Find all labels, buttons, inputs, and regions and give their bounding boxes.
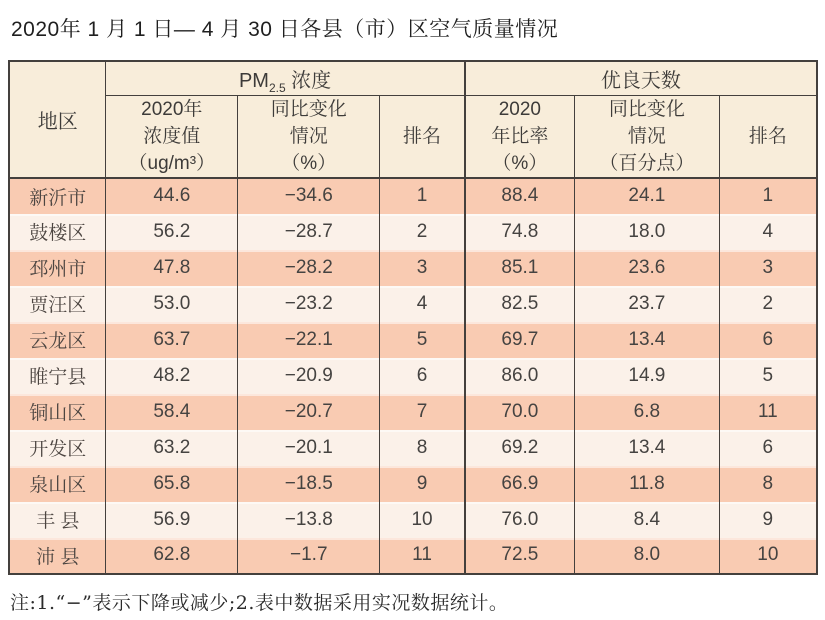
region-cell: 贾汪区: [9, 286, 106, 322]
pm-value-cell: 44.6: [106, 178, 238, 214]
good-ratio-cell: 70.0: [465, 394, 575, 430]
good-change-cell: 8.0: [575, 538, 720, 574]
good-change-cell: 8.4: [575, 502, 720, 538]
pm-change-cell: −34.6: [238, 178, 380, 214]
pm-rank-cell: 11: [380, 538, 465, 574]
pm-change-cell: −13.8: [238, 502, 380, 538]
region-column-header: 地区: [9, 61, 106, 178]
pm-rank-cell: 8: [380, 430, 465, 466]
good-ratio-cell: 69.7: [465, 322, 575, 358]
pm-change-cell: −22.1: [238, 322, 380, 358]
good-change-cell: 14.9: [575, 358, 720, 394]
good-change-cell: 23.7: [575, 286, 720, 322]
good-change-header: 同比变化 情况 （百分点）: [575, 95, 720, 178]
table-row: [9, 286, 817, 322]
good-rank-cell: 8: [719, 466, 817, 502]
good-ratio-cell: 69.2: [465, 430, 575, 466]
pm-change-cell: −18.5: [238, 466, 380, 502]
region-cell: 新沂市: [9, 178, 106, 214]
pm-value-header: 2020年 浓度值 （ug/m³）: [106, 95, 238, 178]
table-row: [9, 466, 817, 502]
sub-header-row: [9, 95, 817, 178]
pm-rank-cell: 3: [380, 250, 465, 286]
pm-change-cell: −28.2: [238, 250, 380, 286]
table-row: [9, 538, 817, 574]
good-change-cell: 13.4: [575, 430, 720, 466]
pm-value-cell: 63.7: [106, 322, 238, 358]
good-rank-header: 排名: [719, 95, 817, 178]
good-rank-cell: 6: [719, 430, 817, 466]
good-change-cell: 11.8: [575, 466, 720, 502]
region-cell: 睢宁县: [9, 358, 106, 394]
pm-value-cell: 62.8: [106, 538, 238, 574]
region-cell: 开发区: [9, 430, 106, 466]
pm-value-cell: 63.2: [106, 430, 238, 466]
good-change-cell: 18.0: [575, 214, 720, 250]
table-row: [9, 430, 817, 466]
good-ratio-cell: 88.4: [465, 178, 575, 214]
pm-rank-cell: 2: [380, 214, 465, 250]
pm-value-cell: 47.8: [106, 250, 238, 286]
good-rank-cell: 5: [719, 358, 817, 394]
pm-rank-cell: 6: [380, 358, 465, 394]
good-ratio-cell: 82.5: [465, 286, 575, 322]
good-rank-cell: 6: [719, 322, 817, 358]
pm-rank-cell: 10: [380, 502, 465, 538]
table-row: [9, 358, 817, 394]
good-ratio-cell: 76.0: [465, 502, 575, 538]
good-rank-cell: 1: [719, 178, 817, 214]
pm-value-cell: 65.8: [106, 466, 238, 502]
region-cell: 泉山区: [9, 466, 106, 502]
good-change-cell: 13.4: [575, 322, 720, 358]
region-cell: 云龙区: [9, 322, 106, 358]
region-cell: 邳州市: [9, 250, 106, 286]
table-row: [9, 178, 817, 214]
table-row: [9, 322, 817, 358]
pm-change-cell: −1.7: [238, 538, 380, 574]
pm-change-cell: −20.1: [238, 430, 380, 466]
region-cell: 丰 县: [9, 502, 106, 538]
page-title: 2020年 1 月 1 日— 4 月 30 日各县（市）区空气质量情况: [11, 18, 559, 41]
pm-change-cell: −28.7: [238, 214, 380, 250]
pm-value-cell: 58.4: [106, 394, 238, 430]
good-rank-cell: 10: [719, 538, 817, 574]
good-ratio-cell: 66.9: [465, 466, 575, 502]
group-header-row: [9, 61, 817, 95]
pm-change-cell: −20.7: [238, 394, 380, 430]
pm25-label-main: PM: [238, 69, 269, 92]
good-ratio-cell: 74.8: [465, 214, 575, 250]
pm-change-cell: −23.2: [238, 286, 380, 322]
table-header: [9, 61, 817, 178]
good-ratio-cell: 85.1: [465, 250, 575, 286]
good-rank-cell: 3: [719, 250, 817, 286]
good-change-cell: 24.1: [575, 178, 720, 214]
pm-value-cell: 56.2: [106, 214, 238, 250]
good-change-cell: 6.8: [575, 394, 720, 430]
footnote: 注:1.“−”表示下降或减少;2.表中数据采用实况数据统计。: [10, 591, 509, 614]
pm-value-cell: 53.0: [106, 286, 238, 322]
pm-rank-cell: 4: [380, 286, 465, 322]
pm25-label-rest: 浓度: [285, 69, 332, 92]
good-days-group-header: 优良天数: [465, 61, 817, 95]
air-quality-table: [8, 60, 818, 575]
table-row: [9, 214, 817, 250]
pm-rank-cell: 5: [380, 322, 465, 358]
region-cell: 铜山区: [9, 394, 106, 430]
pm-rank-cell: 9: [380, 466, 465, 502]
pm25-label-subscript: 2.5: [268, 80, 286, 95]
table-body: [9, 178, 817, 574]
pm-rank-cell: 7: [380, 394, 465, 430]
table-row: [9, 394, 817, 430]
table-row: [9, 502, 817, 538]
region-cell: 鼓楼区: [9, 214, 106, 250]
good-rank-cell: 2: [719, 286, 817, 322]
pm-change-header: 同比变化 情况 （%）: [238, 95, 380, 178]
good-ratio-cell: 86.0: [465, 358, 575, 394]
good-rank-cell: 11: [719, 394, 817, 430]
pm-change-cell: −20.9: [238, 358, 380, 394]
pm-value-cell: 56.9: [106, 502, 238, 538]
good-rank-cell: 9: [719, 502, 817, 538]
pm-rank-cell: 1: [380, 178, 465, 214]
pm-value-cell: 48.2: [106, 358, 238, 394]
good-ratio-cell: 72.5: [465, 538, 575, 574]
good-change-cell: 23.6: [575, 250, 720, 286]
pm-rank-header: 排名: [380, 95, 465, 178]
good-ratio-header: 2020 年比率 （%）: [465, 95, 575, 178]
pm25-group-header: [106, 61, 465, 95]
table-row: [9, 250, 817, 286]
good-rank-cell: 4: [719, 214, 817, 250]
region-cell: 沛 县: [9, 538, 106, 574]
